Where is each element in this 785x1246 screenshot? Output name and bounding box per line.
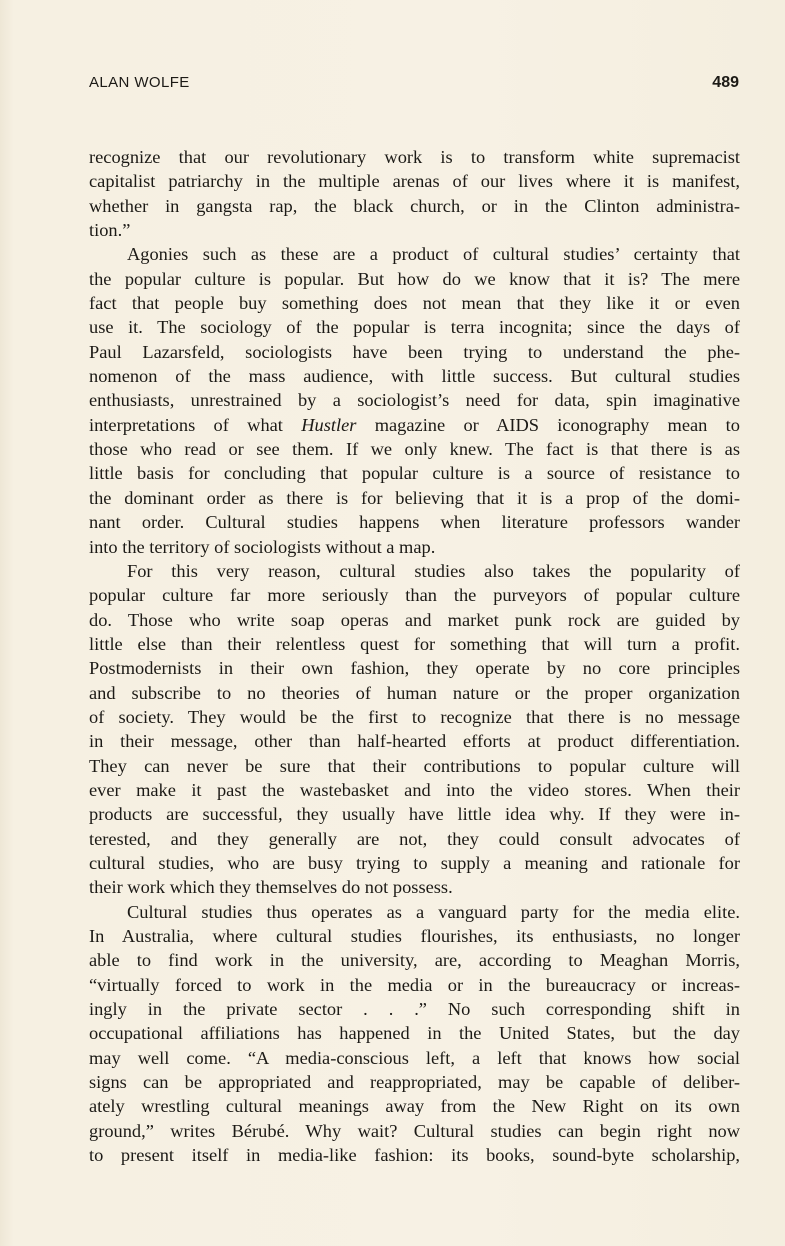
text-line: Agonies such as these are a product of cultural studies’ certainty that bbox=[127, 244, 740, 265]
text-line: ever make it past the wastebasket and into the video stores. When their bbox=[89, 779, 740, 800]
text-line: ground,” writes Bérubé. Why wait? Cultural studies can begin right now bbox=[89, 1120, 740, 1141]
text-line: in their message, other than half-hearted efforts at product differentiation. bbox=[89, 731, 740, 752]
text-line: products are successful, they usually have little idea why. If they were in- bbox=[89, 804, 740, 825]
text-line: terested, and they generally are not, they could consult advocates of bbox=[89, 828, 740, 849]
text-line: ately wrestling cultural meanings away from the New Right on its own bbox=[89, 1096, 740, 1117]
text-line bbox=[89, 413, 740, 437]
text-line: nomenon of the mass audience, with little success. But cultural studies bbox=[89, 366, 740, 387]
text-line: Paul Lazarsfeld, sociologists have been trying to understand the phe- bbox=[89, 341, 740, 362]
text-line: capitalist patriarchy in the multiple arenas of our lives where it is manifest, bbox=[89, 171, 740, 192]
text-line: whether in gangsta rap, the black church, or in the Clinton administra- bbox=[89, 195, 740, 216]
text-line: recognize that our revolutionary work is to transform white supremacist bbox=[89, 147, 740, 167]
italic-title: Hustler bbox=[301, 414, 357, 435]
text-line: For this very reason, cultural studies also takes the popularity of bbox=[127, 560, 740, 581]
text-line: the dominant order as there is for believing that it is a prop of the domi- bbox=[89, 487, 740, 508]
text-line: popular culture far more seriously than the purveyors of popular culture bbox=[89, 585, 740, 606]
text-line: and subscribe to no theories of human nature or the proper organization bbox=[89, 682, 740, 703]
text-line: those who read or see them. If we only knew. The fact is that there is as bbox=[89, 439, 740, 460]
text-segment: interpretations of what bbox=[89, 414, 302, 435]
text-line: the popular culture is popular. But how do we know that it is? The mere bbox=[89, 268, 740, 289]
text-line: do. Those who write soap operas and market punk rock are guided by bbox=[89, 609, 740, 630]
text-line: nant order. Cultural studies happens when literature professors wander bbox=[89, 512, 740, 533]
text-line: little else than their relentless quest for something that will turn a profit. bbox=[89, 633, 740, 654]
text-line: fact that people buy something does not mean that they like it or even bbox=[89, 293, 740, 314]
running-head bbox=[89, 74, 739, 96]
text-line: Postmodernists in their own fashion, they operate by no core principles bbox=[89, 658, 740, 679]
text-line: “virtually forced to work in the media or in the bureaucracy or increas- bbox=[89, 974, 740, 995]
text-line: occupational affiliations has happened in the United States, but the day bbox=[89, 1023, 740, 1044]
running-head-author: ALAN WOLFE bbox=[89, 74, 190, 91]
text-line: their work which they themselves do not possess. bbox=[89, 877, 453, 898]
text-line: to present itself in media-like fashion: its books, sound-byte scholarship, bbox=[89, 1145, 740, 1166]
text-line: of society. They would be the first to recognize that there is no message bbox=[89, 706, 740, 727]
text-line: use it. The sociology of the popular is terra incognita; since the days of bbox=[89, 317, 740, 338]
body-text bbox=[89, 145, 740, 1167]
text-line: ingly in the private sector . . .” No such corresponding shift in bbox=[89, 999, 740, 1020]
text-line: tion.” bbox=[89, 220, 131, 241]
page-number: 489 bbox=[712, 74, 739, 91]
text-line: may well come. “A media-conscious left, a left that knows how social bbox=[89, 1047, 740, 1068]
text-segment: magazine or AIDS iconography mean to bbox=[356, 414, 740, 435]
text-line: signs can be appropriated and reappropriated, may be capable of deliber- bbox=[89, 1072, 740, 1093]
text-line: In Australia, where cultural studies flourishes, its enthusiasts, no longer bbox=[89, 926, 740, 946]
text-line: able to find work in the university, are, according to Meaghan Morris, bbox=[89, 950, 740, 971]
text-line: little basis for concluding that popular culture is a source of resistance to bbox=[89, 463, 740, 484]
text-line: Cultural studies thus operates as a vanguard party for the media elite. bbox=[127, 901, 740, 922]
text-line: into the territory of sociologists without a map. bbox=[89, 536, 436, 557]
text-line: enthusiasts, unrestrained by a sociologist’s need for data, spin imaginative bbox=[89, 390, 740, 411]
text-line: cultural studies, who are busy trying to supply a meaning and rationale for bbox=[89, 852, 740, 873]
text-line: They can never be sure that their contributions to popular culture will bbox=[89, 755, 740, 776]
